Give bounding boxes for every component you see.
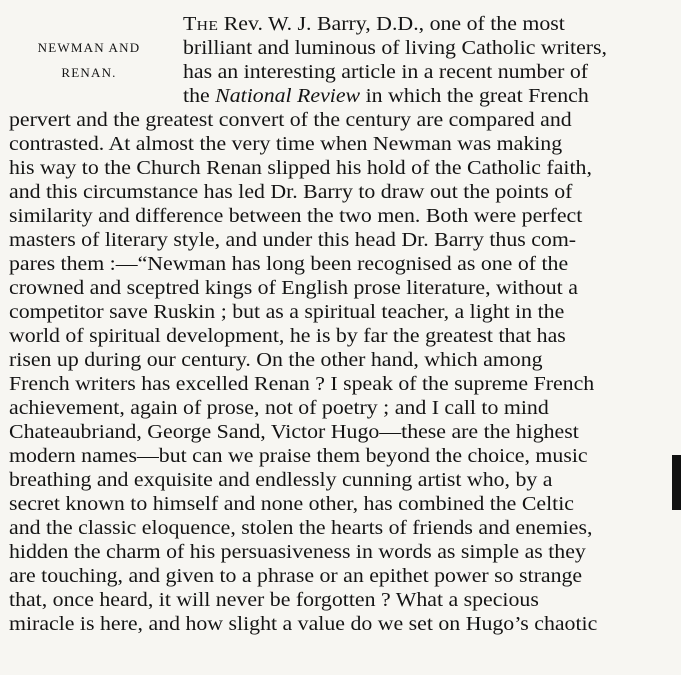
article-line-4-post: in which the great French: [360, 86, 589, 107]
article-body-line: masters of literary style, and under this head Dr. Barry thus com-: [9, 230, 577, 251]
article-body-line: that, once heard, it will never be forgotten ? What a specious: [9, 590, 539, 611]
article-body-line: competitor save Ruskin ; but as a spiritual teacher, a light in the: [9, 302, 565, 323]
article-line-3: has an interesting article in a recent number of: [183, 62, 589, 83]
article-body-line: contrasted. At almost the very time when Newman was making: [9, 134, 563, 155]
article-first-line: [183, 14, 565, 36]
article-body-line: similarity and difference between the two men. Both were perfect: [9, 206, 583, 227]
article-body-line: risen up during our century. On the other hand, which among: [9, 350, 543, 371]
article-body-line: miracle is here, and how slight a value do we set on Hugo’s chaotic: [9, 614, 598, 635]
article-body-line: and the classic eloquence, stolen the hearts of friends and enemies,: [9, 518, 593, 539]
article-lead-word: The: [183, 14, 219, 35]
article-line-4-pre: the: [183, 86, 216, 107]
article-body-line: modern names—but can we praise them beyond the choice, music: [9, 446, 588, 467]
sidenote-heading-line-1: NEWMAN AND: [37, 40, 141, 55]
article-body-line: and this circumstance has led Dr. Barry to draw out the points of: [9, 182, 573, 203]
article-body-line: pares them :—“Newman has long been recognised as one of the: [9, 254, 569, 275]
article-line-4: [183, 86, 589, 108]
article-body-line: his way to the Church Renan slipped his hold of the Catholic faith,: [9, 158, 592, 179]
article-body-line: breathing and exquisite and endlessly cunning artist who, by a: [9, 470, 553, 491]
scan-edge-mark: [672, 455, 681, 510]
article-body-line: achievement, again of prose, not of poetry ; and I call to mind: [9, 398, 549, 419]
article-body-line: pervert and the greatest convert of the century are compared and: [9, 110, 572, 131]
article-body-line: hidden the charm of his persuasiveness in words as simple as they: [9, 542, 586, 563]
publication-title: National Review: [215, 86, 361, 107]
article-body-line: world of spiritual development, he is by far the greatest that has: [9, 326, 566, 347]
article-body-line: French writers has excelled Renan ? I speak of the supreme French: [9, 374, 595, 395]
sidenote-heading-line-2: RENAN.: [61, 65, 117, 80]
article-line-2: brilliant and luminous of living Catholic writers,: [183, 38, 608, 59]
article-body-line: Chateaubriand, George Sand, Victor Hugo—these are the highest: [9, 422, 579, 443]
article-body-line: are touching, and given to a phrase or an epithet power so strange: [9, 566, 583, 587]
article-body-line: crowned and sceptred kings of English prose literature, without a: [9, 278, 578, 299]
article-body-line: secret known to himself and none other, has combined the Celtic: [9, 494, 575, 515]
article-first-line-text: Rev. W. J. Barry, D.D., one of the most: [218, 14, 565, 35]
